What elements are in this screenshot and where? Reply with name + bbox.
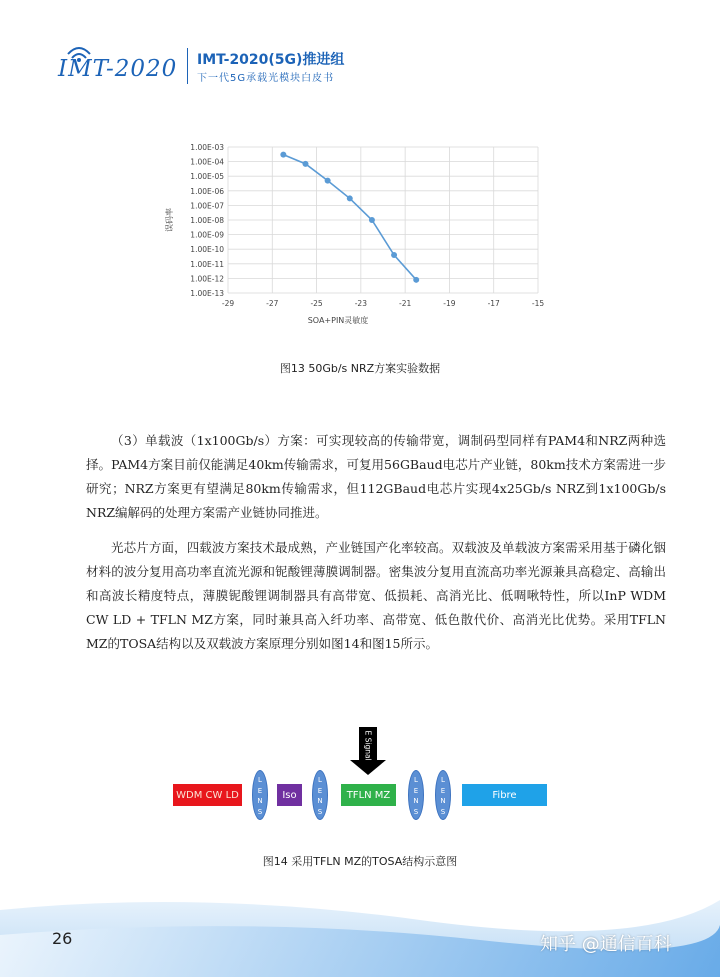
lens-3: [408, 770, 424, 820]
x-tick-label: -27: [266, 299, 279, 308]
lens-letter: S: [317, 807, 323, 816]
wdm-cw-ld-block: WDM CW LD: [173, 784, 242, 806]
lens-1: [252, 770, 268, 820]
data-point: [347, 195, 353, 201]
ber-chart: [160, 135, 555, 335]
lens-letter: E: [440, 786, 446, 795]
y-tick-label: 1.00E-03: [190, 143, 224, 152]
e-signal-arrow-head: [350, 760, 386, 775]
y-tick-label: 1.00E-04: [190, 157, 224, 167]
y-tick-label: 1.00E-10: [190, 245, 224, 255]
lens-letter: E: [413, 786, 419, 795]
x-tick-label: -21: [399, 299, 412, 308]
x-axis-label: SOA+PIN灵敏度: [307, 316, 369, 325]
x-tick-label: -29: [221, 299, 235, 308]
fibre-block: Fibre: [462, 784, 547, 806]
y-tick-label: 1.00E-12: [190, 274, 224, 284]
lens-letter: N: [317, 797, 323, 805]
y-tick-label: 1.00E-08: [190, 216, 224, 225]
y-tick-label: 1.00E-06: [190, 186, 224, 196]
lens-letter: N: [413, 797, 419, 805]
lens-letter: S: [440, 807, 446, 816]
footer-wave-decoration: [0, 880, 720, 977]
figure13-caption: 图13 50Gb/s NRZ方案实验数据: [279, 362, 441, 375]
page-number: 26: [52, 929, 73, 948]
lens-letter: S: [257, 807, 263, 816]
y-tick-label: 1.00E-11: [190, 259, 224, 269]
lens-letter: L: [414, 776, 418, 784]
data-point: [303, 161, 309, 167]
ber-chart-svg: [160, 135, 555, 335]
lens-4: [435, 770, 451, 820]
tfln-mz-block: TFLN MZ: [341, 784, 396, 806]
figure14-caption: 图14 采用TFLN MZ的TOSA结构示意图: [262, 855, 458, 868]
data-point: [391, 252, 397, 258]
header-subtitle: 下一代5G承载光模块白皮书: [197, 73, 335, 84]
tosa-diagram: [0, 725, 720, 835]
data-point: [413, 277, 419, 283]
header-title: IMT-2020(5G)推进组: [197, 52, 345, 68]
imt2020-logo: [58, 42, 198, 90]
lens-letter: E: [257, 786, 263, 795]
y-tick-label: 1.00E-13: [190, 289, 224, 298]
lens-letter: E: [317, 786, 323, 795]
lens-letter: L: [318, 776, 322, 784]
data-point: [280, 152, 286, 158]
x-tick-label: -25: [310, 299, 323, 308]
data-point: [325, 178, 331, 184]
zhihu-watermark: 知乎 @通信百科: [540, 934, 672, 955]
paragraph-optical-chip: 光芯片方面，四载波方案技术最成熟，产业链国产化率较高。双载波及单载波方案需采用基于磷化铟材料的波分复用高功率直流光源和铌酸锂薄膜调制器。密集波分复用直流高功率光源兼具高稳定、高输出和高波长精度特点，薄膜铌酸锂调制器具有高带宽、低损耗、高消光比、低啁啾特性，所以InP WDM CW LD + TFLN MZ方案，同时兼具高入纤功率、高带宽、低色散代价、高消光比优势。采用TFLN MZ的TOSA结构以及双载波方案原理分别如图14和图15所示。: [86, 540, 666, 651]
header-divider: [187, 48, 188, 84]
lens-letter: N: [257, 797, 263, 805]
lens-letter: S: [413, 807, 419, 816]
x-tick-label: -15: [531, 299, 545, 308]
paragraph-single-carrier: （3）单载波（1x100Gb/s）方案：可实现较高的传输带宽，调制码型同样有PAM4和NRZ两种选择。PAM4方案目前仅能满足40km传输需求，可复用56GBaud电芯片产业链，80km技术方案需进一步研究；NRZ方案更有望满足80km传输需求，但112GBaud电芯片实现4x25Gb/s NRZ到1x100Gb/s NRZ编解码的处理方案需产业链协同推进。: [86, 433, 666, 520]
x-tick-label: -19: [443, 299, 456, 308]
x-tick-label: -23: [354, 299, 367, 308]
y-tick-label: 1.00E-09: [190, 230, 224, 240]
y-axis-label: 误码率: [165, 208, 174, 232]
lens-letter: N: [440, 797, 446, 805]
x-tick-label: -17: [487, 299, 500, 308]
data-point: [369, 217, 375, 223]
lens-2: [312, 770, 328, 820]
y-tick-label: 1.00E-07: [190, 201, 224, 211]
lens-letter: L: [258, 776, 262, 784]
lens-letter: L: [441, 776, 445, 784]
isolator-block: Iso: [277, 784, 302, 806]
series-line: [283, 155, 416, 280]
y-tick-label: 1.00E-05: [190, 172, 224, 182]
logo-text: IMT-2020: [58, 56, 178, 82]
e-signal-label: E Signal: [363, 730, 373, 761]
